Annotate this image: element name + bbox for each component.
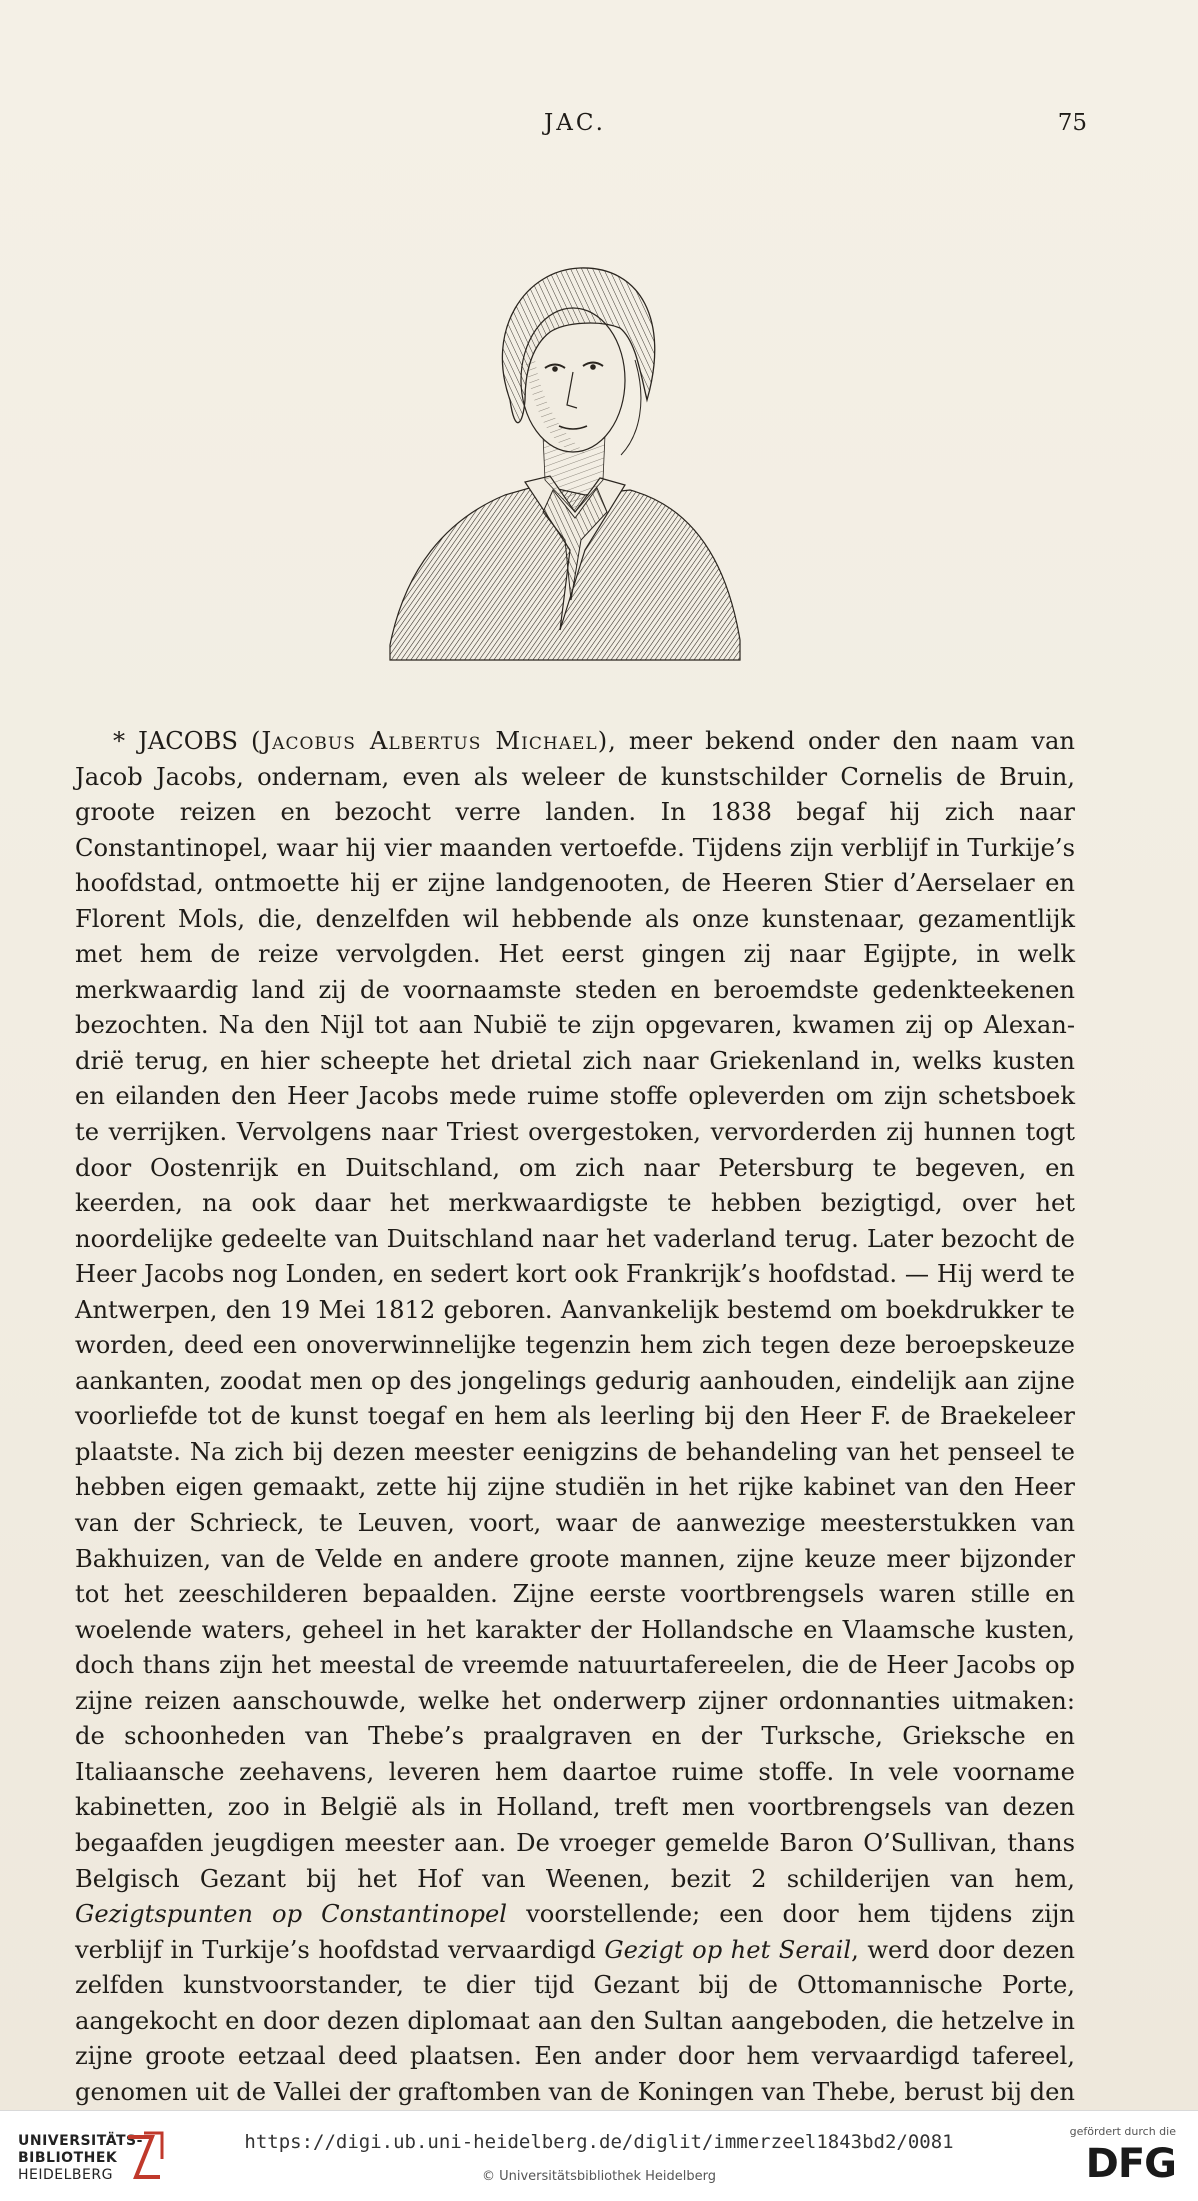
painting-title-2: Gezigt op het Serail bbox=[604, 1935, 852, 1964]
article-paragraph bbox=[75, 724, 1075, 2146]
permalink-url[interactable]: https://digi.ub.uni-heidelberg.de/diglit/immerzeel1843bd2/0081 bbox=[244, 2131, 954, 2153]
page-number: 75 bbox=[1057, 110, 1087, 136]
logo-line-2: BIBLIOTHEK bbox=[18, 2150, 118, 2166]
copyright-notice: © Universitätsbibliothek Heidelberg bbox=[481, 2169, 716, 2184]
funder-note: gefördert durch die bbox=[1069, 2125, 1176, 2138]
running-head bbox=[75, 110, 1087, 140]
logo-line-3: HEIDELBERG bbox=[18, 2167, 113, 2183]
text-run-3: , werd door dezen zelfden kunstvoorstander, te dier tijd Gezant bij de Ottomannische Porte, aangekocht en door dezen diplomaat aan den Sultan aangeboden, die hetzelve in zijne groote eetzaal deed plaatsen. Een ander door hem vervaardigd tafereel, genomen uit de Vallei der graftomben van de Koningen van Thebe, berust bij den bbox=[75, 1935, 1075, 2106]
text-run-2: voorstellende; een door hem tijdens zijn verblijf in Turkije’s hoofdstad vervaardigd bbox=[75, 1900, 1075, 1964]
entry-full-name: (Jacobus Albertus Michael) bbox=[251, 727, 609, 755]
portrait-engraving bbox=[385, 250, 745, 670]
running-head-title: JAC. bbox=[544, 110, 606, 136]
painting-title-1: Gezigtspunten op Constantinopel bbox=[75, 1900, 508, 1929]
footer-bar bbox=[0, 2110, 1198, 2201]
logo-line-1: UNIVERSITÄTS- bbox=[18, 2133, 143, 2149]
text-run-1: , meer bekend onder den naam van Jacob Jacobs, ondernam, even als weleer de kunstschilder Cornelis de Bruin, groote reizen en bezocht verre landen. In 1838 begaf hij zich naar Constantinopel, waar hij vier maanden vertoefde. Tijdens zijn verblijf in Turkije’s hoofdstad, ontmoette hij er zijne landgenooten, de Heeren Stier d’Aerselaer en Florent Mols, die, denzelfden wil hebbende als onze kunstenaar, gezamentlijk met hem de reize vervolgden. Het eerst gingen zij naar Egijpte, in welk merkwaardig land zij de voornaamste steden en beroemdste gedenkteekenen bezochten. Na den Nijl tot aan Nubië te zijn opgevaren, kwamen zij op Alexandrië terug, en hier scheepte het drietal zich naar Griekenland in, welks kusten en eilanden den Heer Jacobs mede ruime stoffe opleverden om zijn schetsboek te verrijken. Vervolgens naar Triest overgestoken, vervorderden zij hunnen togt door Oostenrijk en Duitschland, om zich naar Petersburg te begeven, en keerden, na ook daar het merkwaardigste te hebben bezigtigd, over het noordelijke gedeelte van Duitschland naar het vaderland terug. Later bezocht de Heer Jacobs nog Londen, en sedert kort ook Frankrijk’s hoofdstad. — Hij werd te Antwerpen, den 19 Mei 1812 geboren. Aanvankelijk bestemd om boekdrukker te worden, deed een onoverwinnelijke tegenzin hem zich tegen deze beroepskeuze aankanten, zoodat men op des jongelings gedurig aanhouden, eindelijk aan zijne voorliefde tot de kunst toegaf en hem als leerling bij den Heer F. de Braekeleer plaatste. Na zich bij dezen meester eenigzins de behandeling van het penseel te hebben eigen gemaakt, zette hij zijne studiën in het rijke kabinet van den Heer van der Schrieck, te Leuven, voort, waar de aanwezige meesterstukken van Bakhuizen, van de Velde en andere groote mannen, zijne keuze meer bijzonder tot het zeeschilderen bepaalden. Zijne eerste voortbrengsels waren stille en woelende waters, geheel in het karakter der Hollandsche en Vlaamsche kusten, doch thans zijn het meestal de vreemde natuurtafereelen, die de Heer Jacobs op zijne reizen aanschouwde, welke het onderwerp zijner ordonnanties uitmaken: de schoonheden van Thebe’s praalgraven en der Turksche, Grieksche en Italiaansche zeehavens, leveren hem daartoe ruime stoffe. In vele voorname kabinetten, zoo in België als in Holland, treft men voortbrengsels van dezen begaafden jeugdigen meester aan. De vroeger gemelde Baron O’Sullivan, thans Belgisch Gezant bij het Hof van Weenen, bezit 2 schilderijen van hem, bbox=[75, 727, 1075, 1893]
article-text bbox=[75, 724, 1075, 2146]
entry-marker: * JACOBS bbox=[113, 727, 238, 755]
dfg-logo[interactable]: DFG bbox=[1085, 2141, 1176, 2187]
